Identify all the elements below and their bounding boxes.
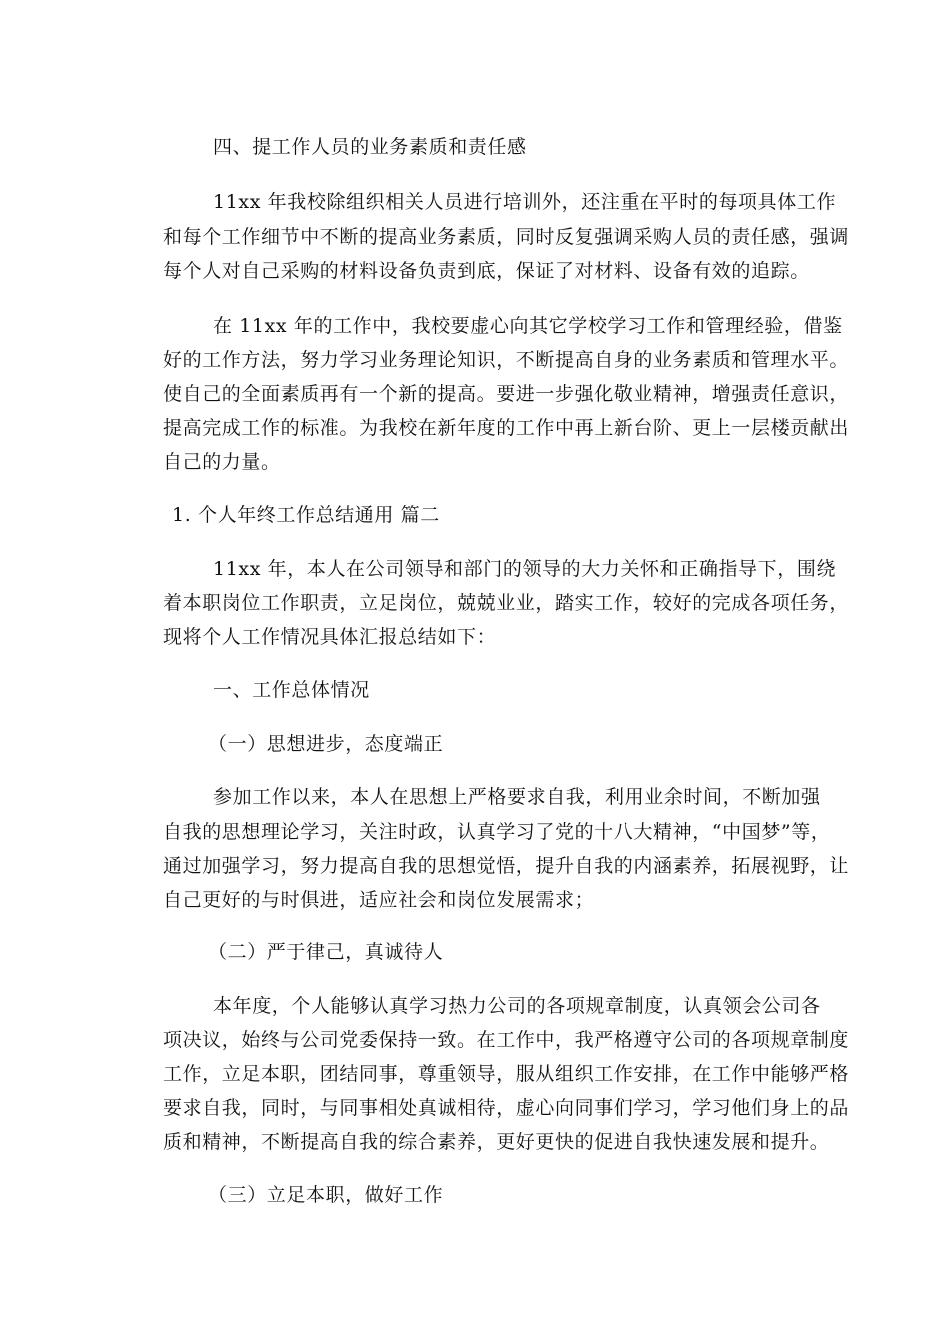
section-title-part-two: 1. 个人年终工作总结通用 篇二 — [172, 504, 440, 526]
paragraph-line: 11xx 年我校除组织相关人员进行培训外，还注重在平时的每项具体工作 — [213, 191, 837, 213]
subsection-heading-3: （三）立足本职，做好工作 — [208, 1184, 444, 1206]
paragraph-line: 本年度，个人能够认真学习热力公司的各项规章制度，认真领会公司各 — [213, 995, 821, 1017]
paragraph-line: 自我的思想理论学习，关注时政，认真学习了党的十八大精神，“中国梦”等， — [163, 821, 831, 843]
paragraph-line: 提高完成工作的标准。为我校在新年度的工作中再上新台阶、更上一层楼贡献出 — [163, 417, 850, 439]
subsection-heading-2: （二）严于律己，真诚待人 — [208, 941, 444, 963]
paragraph-line: 参加工作以来，本人在思想上严格要求自我，利用业余时间，不断加强 — [213, 786, 821, 808]
paragraph-line: 通过加强学习，努力提高自我的思想觉悟，提升自我的内涵素养，拓展视野，让 — [163, 855, 850, 877]
paragraph-line: 自己的力量。 — [163, 451, 281, 473]
paragraph-line: 质和精神，不断提高自我的综合素养，更好更快的促进自我快速发展和提升。 — [163, 1131, 830, 1153]
paragraph-line: 好的工作方法，努力学习业务理论知识，不断提高自身的业务素质和管理水平。 — [163, 349, 850, 371]
paragraph-line: 现将个人工作情况具体汇报总结如下： — [163, 626, 497, 648]
paragraph-line: 着本职岗位工作职责，立足岗位，兢兢业业，踏实工作，较好的完成各项任务， — [163, 592, 850, 614]
paragraph-line: 工作，立足本职，团结同事，尊重领导，服从组织工作安排，在工作中能够严格 — [163, 1063, 850, 1085]
paragraph-line: 11xx 年，本人在公司领导和部门的领导的大力关怀和正确指导下，围绕 — [213, 558, 837, 580]
paragraph-line: 自己更好的与时俱进，适应社会和岗位发展需求； — [163, 889, 595, 911]
paragraph-line: 每个人对自己采购的材料设备负责到底，保证了对材料、设备有效的追踪。 — [163, 260, 810, 282]
subsection-heading-1: （一）思想进步，态度端正 — [208, 733, 444, 755]
paragraph-line: 在 11xx 年的工作中，我校要虚心向其它学校学习工作和管理经验，借鉴 — [213, 315, 843, 337]
paragraph-line: 要求自我，同时，与同事相处真诚相待，虚心向同事们学习，学习他们身上的品 — [163, 1097, 850, 1119]
paragraph-line: 使自己的全面素质再有一个新的提高。要进一步强化敬业精神，增强责任意识， — [163, 383, 850, 405]
section-heading-1: 一、工作总体情况 — [213, 679, 370, 701]
section-heading-4: 四、提工作人员的业务素质和责任感 — [213, 136, 527, 158]
paragraph-line: 和每个工作细节中不断的提高业务素质，同时反复强调采购人员的责任感，强调 — [163, 226, 850, 248]
paragraph-line: 项决议，始终与公司党委保持一致。在工作中，我严格遵守公司的各项规章制度 — [163, 1029, 850, 1051]
